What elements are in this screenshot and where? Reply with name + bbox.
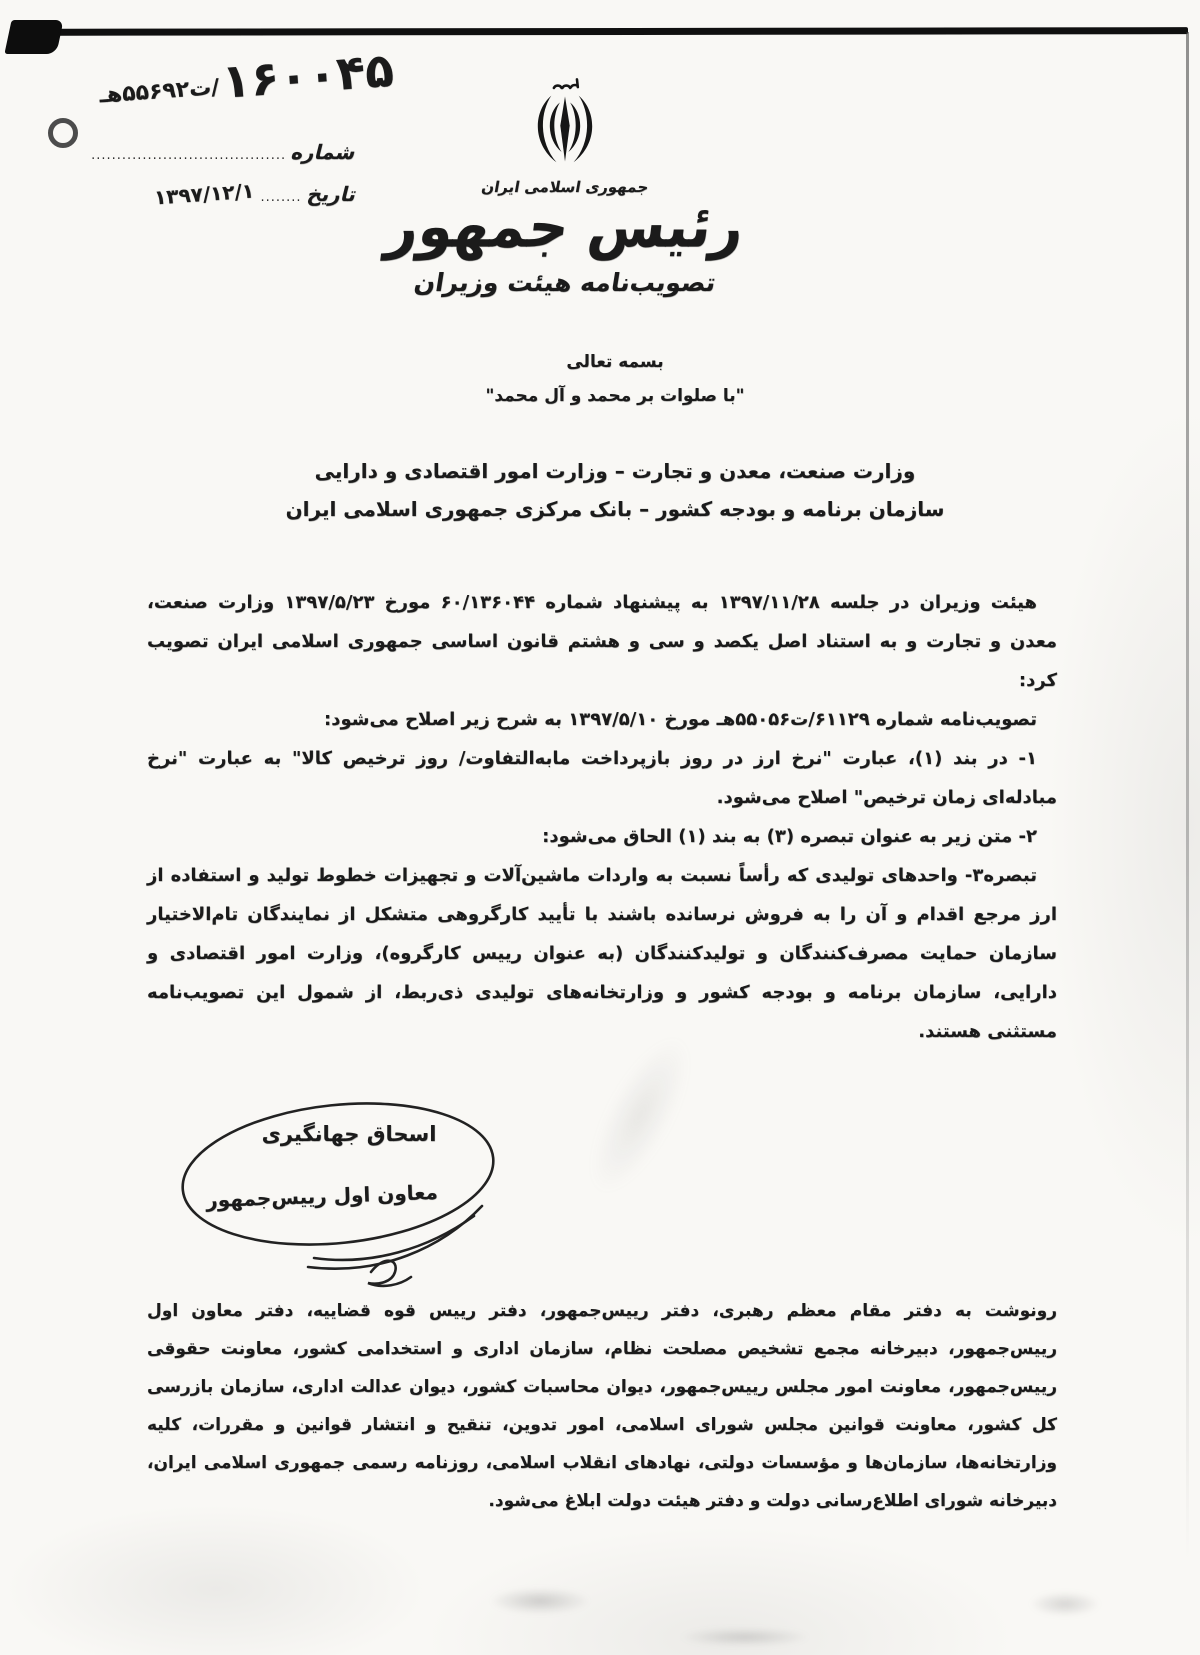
scan-smudge bbox=[680, 1628, 810, 1646]
date-label: تاریخ bbox=[304, 182, 359, 206]
registration-number-main: ۱۶۰۰۴۵ bbox=[219, 42, 396, 110]
addressee-line-1: وزارت صنعت، معدن و تجارت – وزارت امور اقتصادی و دارایی bbox=[314, 459, 916, 483]
salawat-text: "با صلوات بر محمد و آل محمد" bbox=[485, 386, 745, 406]
signer-name: اسحاق جهانگیری bbox=[261, 1122, 437, 1146]
invocation-block bbox=[30, 352, 1200, 406]
scan-corner-mark bbox=[4, 20, 63, 54]
document-type-title: تصویب‌نامه هیئت وزیران bbox=[412, 268, 718, 298]
decree-body bbox=[147, 583, 1057, 1051]
number-label: شماره bbox=[289, 140, 359, 164]
body-paragraph-amended-act: تصویب‌نامه شماره ۶۱۱۲۹/ت۵۵۰۵۶هـ مورخ ۱۳۹۷/۵/۱۰ به شرح زیر اصلاح می‌شود: bbox=[324, 709, 1037, 730]
distribution-list: رونوشت به دفتر مقام معظم رهبری، دفتر رییس‌جمهور، دفتر رییس قوه قضاییه، دفتر معاون اول رییس‌جمهور، دبیرخانه مجمع تشخیص مصلحت نظام، سازمان اداری و استخدامی کشور، معاونت حقوقی رییس‌جمهور، معاونت امور مجلس رییس‌جمهور، دیوان محاسبات کشور، دیوان عدالت اداری، سازمان بازرسی کل کشور، معاونت قوانین مجلس شورای اسلامی، امور تدوین، تنقیح و انتشار قوانین و مقررات، کلیه وزارتخانه‌ها، سازمان‌ها و مؤسسات دولتی، نهادهای انقلاب اسلامی، روزنامه رسمی جمهوری اسلامی ایران، دبیرخانه شورای اطلاع‌رسانی دولت و دفتر هیئت دولت ابلاغ می‌شود. bbox=[147, 1301, 1057, 1511]
addressee-line-2: سازمان برنامه و بودجه کشور – بانک مرکزی جمهوری اسلامی ایران bbox=[285, 497, 945, 521]
body-paragraph-preamble: هیئت وزیران در جلسه ۱۳۹۷/۱۱/۲۸ به پیشنهاد شماره ۶۰/۱۳۶۰۴۴ مورخ ۱۳۹۷/۵/۲۳ وزارت صنعت، معدن و تجارت و به استناد اصل یکصد و سی و هشتم قانون اساسی جمهوری اسلامی ایران تصویب کرد: bbox=[147, 592, 1057, 691]
basmala-text: بسمه تعالی bbox=[566, 352, 664, 372]
signature-block bbox=[166, 1086, 518, 1301]
signer-title: معاون اول رییس‌جمهور bbox=[205, 1179, 439, 1213]
scan-edge-top bbox=[12, 27, 1188, 36]
number-dotted-line: ...................................... bbox=[91, 148, 287, 163]
scan-smudge bbox=[1030, 1592, 1100, 1616]
addressees-block bbox=[30, 452, 1200, 528]
country-name: جمهوری اسلامی ایران bbox=[480, 178, 650, 196]
date-dotted-line: ........ bbox=[260, 190, 302, 205]
letterhead bbox=[0, 76, 1130, 297]
iran-national-emblem-icon bbox=[521, 76, 609, 170]
body-paragraph-item-1: ۱- در بند (۱)، عبارت "نرخ ارز در روز بازپرداخت مابه‌التفاوت/ روز ترخیص کالا" به عبارت "نرخ مبادله‌ای زمان ترخیص" اصلاح می‌شود. bbox=[147, 748, 1057, 808]
body-paragraph-note-3: تبصره۳- واحدهای تولیدی که رأساً نسبت به واردات ماشین‌آلات و تجهیزات خطوط تولید و استفاده از ارز مرجع اقدام و آن را به فروش نرسانده باشند با تأیید کارگروهی متشکل از نمایندگان تام‌الاختیار سازمان حمایت مصرف‌کنندگان و تولیدکنندگان (به عنوان رییس کارگروه)، وزارت امور اقتصادی و دارایی، سازمان برنامه و بودجه کشور و وزارتخانه‌های تولیدی ذی‌ربط، از شمول این تصویب‌نامه مستثنی هستند. bbox=[147, 865, 1057, 1042]
scan-smudge bbox=[574, 1026, 707, 1204]
body-paragraph-item-2: ۲- متن زیر به عنوان تبصره (۳) به بند (۱) الحاق می‌شود: bbox=[542, 826, 1037, 847]
issuing-office-title: رئیس جمهور bbox=[382, 193, 748, 262]
registration-number-suffix: /ت۵۵۶۹۲هـ bbox=[98, 75, 221, 109]
scan-edge-right bbox=[1186, 32, 1189, 1560]
date-handwritten-value: ۱۳۹۷/۱۲/۱ bbox=[153, 178, 256, 210]
scan-smudge bbox=[490, 1588, 590, 1614]
